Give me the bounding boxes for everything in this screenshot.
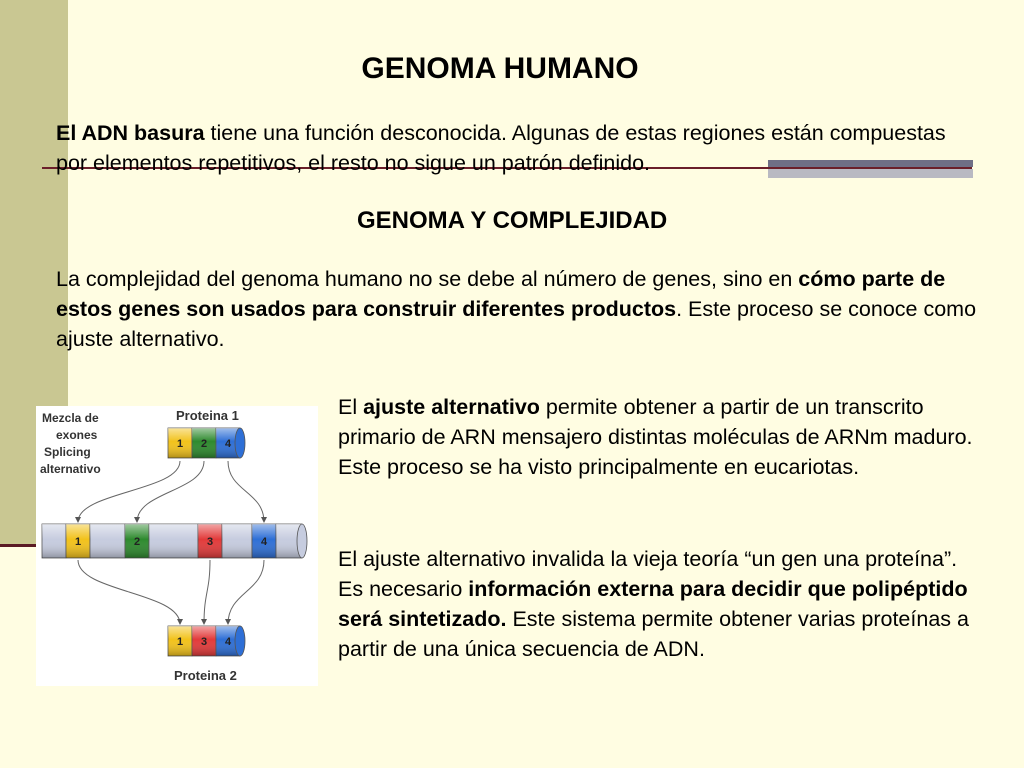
svg-text:2: 2 (133, 536, 141, 548)
svg-text:1: 1 (176, 636, 184, 648)
intron-segment (90, 524, 125, 558)
page-title: GENOMA HUMANO (361, 52, 639, 85)
primary-transcript (42, 524, 307, 558)
svg-text:4: 4 (224, 636, 232, 648)
svg-text:3: 3 (206, 536, 214, 548)
exon-2 (192, 428, 216, 458)
intron-segment (149, 524, 198, 558)
paragraph-complejidad (56, 264, 991, 354)
label-line: exones (56, 428, 98, 442)
protein-2-tube (168, 626, 245, 656)
protein-1-label: Proteina 1 (176, 408, 239, 423)
svg-text:1: 1 (74, 536, 82, 548)
exon-3 (192, 626, 216, 656)
paragraph-text: El (338, 395, 364, 419)
label-line: Splicing (44, 445, 91, 459)
splicing-arrow (78, 560, 180, 624)
splicing-label (40, 411, 101, 476)
tube-end-cap (297, 524, 307, 558)
section-title: GENOMA Y COMPLEJIDAD (357, 207, 668, 234)
paragraph-text: tiene una función desconocida. Algunas de estas regiones están compuestas por elementos repetitivos, el resto no sigue un patrón definido. (56, 121, 946, 175)
paragraph-bold: información externa para decidir que polipéptido será sintetizado. (338, 577, 968, 631)
paragraph-bold: cómo parte de estos genes son usados para construir diferentes productos (56, 267, 946, 321)
exon-1 (66, 524, 90, 558)
protein-1-tube (168, 428, 245, 458)
svg-text:3: 3 (200, 636, 208, 648)
svg-text:1: 1 (176, 438, 184, 450)
svg-text:4: 4 (224, 438, 232, 450)
tube-end-cap (235, 626, 245, 656)
exon-3 (198, 524, 222, 558)
paragraph-text: permite obtener a partir de un transcrito primario de ARN mensajero distintas moléculas de ARNm maduro. Este proceso se ha visto principalmente en eucariotas. (338, 395, 973, 479)
intron-segment (222, 524, 252, 558)
splicing-arrow (228, 461, 264, 522)
splicing-diagram (36, 406, 318, 686)
intron-segment (42, 524, 66, 558)
paragraph-text: Este sistema permite obtener varias proteínas a partir de una única secuencia de ADN. (338, 607, 969, 661)
splicing-arrow (137, 461, 204, 522)
exon-1 (168, 428, 192, 458)
paragraph-text: La complejidad del genoma humano no se debe al número de genes, sino en (56, 267, 799, 291)
label-line: alternativo (40, 462, 101, 476)
svg-text:4: 4 (260, 536, 268, 548)
paragraph-ajuste-alternativo (338, 392, 988, 482)
splicing-arrow (204, 560, 210, 624)
splicing-arrow (228, 560, 264, 624)
paragraph-bold: ajuste alternativo (363, 395, 540, 419)
protein-2-label: Proteina 2 (174, 668, 237, 683)
exon-2 (125, 524, 149, 558)
paragraph-teoria (338, 544, 988, 664)
exon-4 (252, 524, 276, 558)
paragraph-adn-basura (56, 118, 981, 178)
exon-1 (168, 626, 192, 656)
label-line: Mezcla de (42, 411, 99, 425)
paragraph-text: El ajuste alternativo invalida la vieja teoría “un gen una proteína”. Es necesario (338, 547, 958, 601)
tube-end-cap (235, 428, 245, 458)
paragraph-bold: El ADN basura (56, 121, 205, 145)
svg-text:2: 2 (200, 438, 208, 450)
paragraph-text: . Este proceso se conoce como ajuste alternativo. (56, 297, 977, 351)
